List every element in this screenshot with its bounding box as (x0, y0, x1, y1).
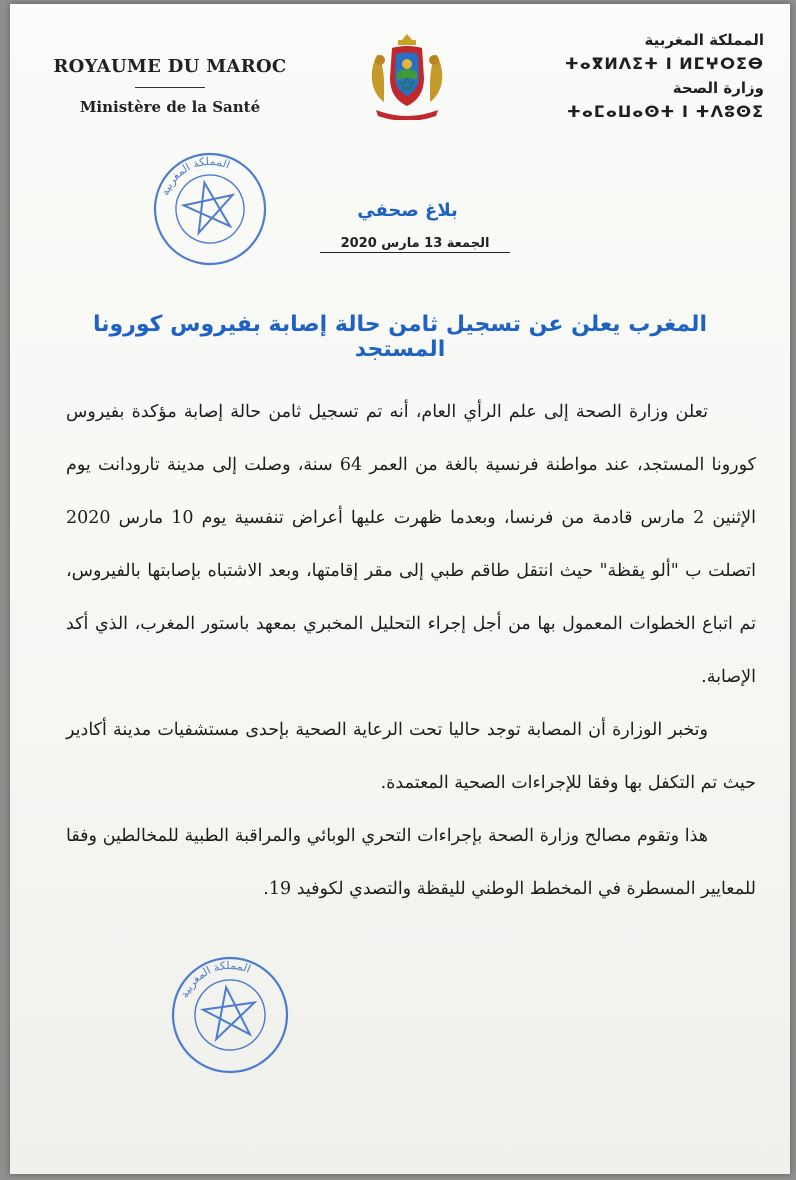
moroccan-coat-of-arms-icon (362, 32, 452, 120)
paragraph: هذا وتقوم مصالح وزارة الصحة بإجراءات التحري الوبائي والمراقبة الطبية للمخالطين وفقا للمعايير المسطرة في المخطط الوطني لليقظة والتصدي لكوفيد 19. (66, 826, 756, 899)
letterhead-divider (135, 87, 205, 88)
kingdom-name-fr: ROYAUME DU MAROC (53, 56, 287, 77)
document-page (10, 4, 790, 1174)
notice-title: بلاغ صحفي (357, 200, 458, 221)
pentagram-stamp-icon (139, 139, 281, 279)
press-release-body (66, 386, 756, 916)
arabic-amazigh-letterhead (544, 28, 764, 124)
notice-date: الجمعة 13 مارس 2020 (320, 236, 510, 253)
paragraph: تعلن وزارة الصحة إلى علم الرأي العام، أنه تم تسجيل ثامن حالة إصابة مؤكدة بفيروس كورونا المستجد، عند مواطنة فرنسية بالغة من العمر 64 سنة، وصلت إلى مدينة تارودانت يوم الإثنين 2 مارس قادمة من فرنسا، وبعدما ظهرت عليها أعراض تنفسية يوم 10 مارس 2020 اتصلت ب "ألو يقظة" حيث انتقل طاقم طبي إلى مقر إقامتها، وبعد الاشتباه بإصابتها بالفيروس، تم اتباع الخطوات المعمول بها من أجل إجراء التحليل المخبري بمعهد باستور المغرب، الذي أكد الإصابة. (66, 402, 756, 687)
ministry-name-tifinagh: ⵜⴰⵎⴰⵡⴰⵙⵜ ⵏ ⵜⴷⵓⵙⵉ (566, 102, 764, 121)
stamp-ring-text: المملكة المغربية (177, 958, 253, 1000)
kingdom-name-ar: المملكة المغربية (644, 31, 764, 49)
paragraph: وتخبر الوزارة أن المصابة توجد حاليا تحت الرعاية الصحية بإحدى مستشفيات مدينة أكادير حيث تم التكفل بها وفقا للإجراءات الصحية المعتمدة. (66, 720, 756, 793)
pentagram-stamp-icon (160, 946, 300, 1084)
french-letterhead (30, 56, 310, 116)
ministry-name-ar: وزارة الصحة (672, 79, 764, 97)
kingdom-name-tifinagh: ⵜⴰⴳⵍⴷⵉⵜ ⵏ ⵍⵎⵖⵔⵉⴱ (564, 54, 764, 73)
ministry-name-fr: Ministère de la Santé (79, 98, 261, 116)
press-release-headline: المغرب يعلن عن تسجيل ثامن حالة إصابة بفيروس كورونا المستجد (92, 312, 707, 362)
stamp-ring-text: المملكة المغربية (158, 154, 232, 198)
